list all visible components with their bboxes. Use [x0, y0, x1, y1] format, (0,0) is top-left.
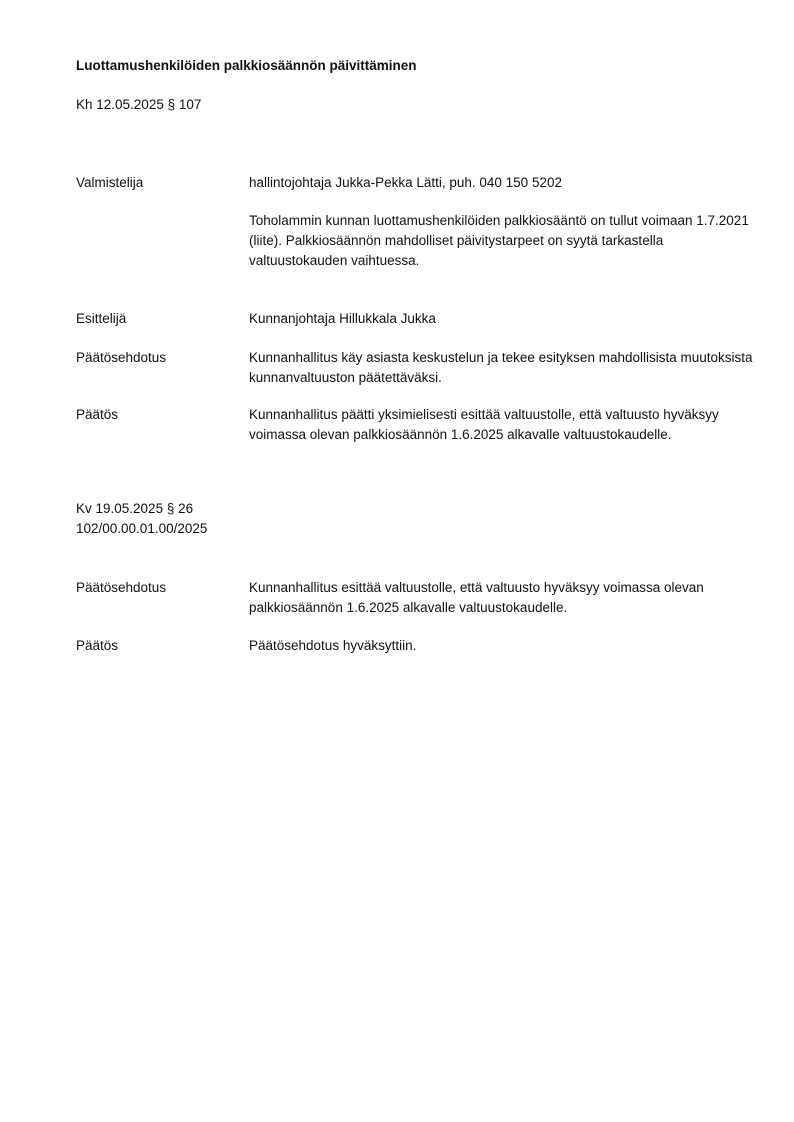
valmistelija-label: Valmistelija — [76, 175, 144, 190]
kv-paatosehdotus-value: Kunnanhallitus esittää valtuustolle, että valtuusto hyväksyy voimassa olevan palkkiosäännön 1.6.2025 alkavalle valtuustokaudelle. — [249, 580, 704, 615]
kh-paatos-value: Kunnanhallitus päätti yksimielisesti esittää valtuustolle, että valtuusto hyväksyy voimassa olevan palkkiosäännön 1.6.2025 alkavalle valtuustokaudelle. — [249, 407, 719, 442]
kh-reference: Kh 12.05.2025 § 107 — [76, 97, 202, 112]
document-title: Luottamushenkilöiden palkkiosäännön päivittäminen — [76, 58, 417, 73]
kv-paatos-value: Päätösehdotus hyväksyttiin. — [249, 638, 417, 653]
esittelija-label: Esittelijä — [76, 311, 127, 326]
esittelija-value: Kunnanjohtaja Hillukkala Jukka — [249, 311, 436, 326]
kh-paatosehdotus-label: Päätösehdotus — [76, 350, 167, 365]
kv-record-number: 102/00.00.01.00/2025 — [76, 521, 208, 536]
kh-description: Toholammin kunnan luottamushenkilöiden palkkiosääntö on tullut voimaan 1.7.2021 (liite). Palkkiosäännön mahdolliset päivitystarpeet on syytä tarkastella valtuustokauden vaihtuessa. — [249, 213, 749, 268]
kv-paatos-label: Päätös — [76, 638, 119, 653]
kv-paatosehdotus-label: Päätösehdotus — [76, 580, 167, 595]
kh-paatos-label: Päätös — [76, 407, 119, 422]
kv-reference: Kv 19.05.2025 § 26 — [76, 501, 194, 516]
kh-paatosehdotus-value: Kunnanhallitus käy asiasta keskustelun ja tekee esityksen mahdollisista muutoksista kunnanvaltuuston päätettäväksi. — [249, 350, 753, 385]
valmistelija-value: hallintojohtaja Jukka-Pekka Lätti, puh. 040 150 5202 — [249, 175, 562, 190]
